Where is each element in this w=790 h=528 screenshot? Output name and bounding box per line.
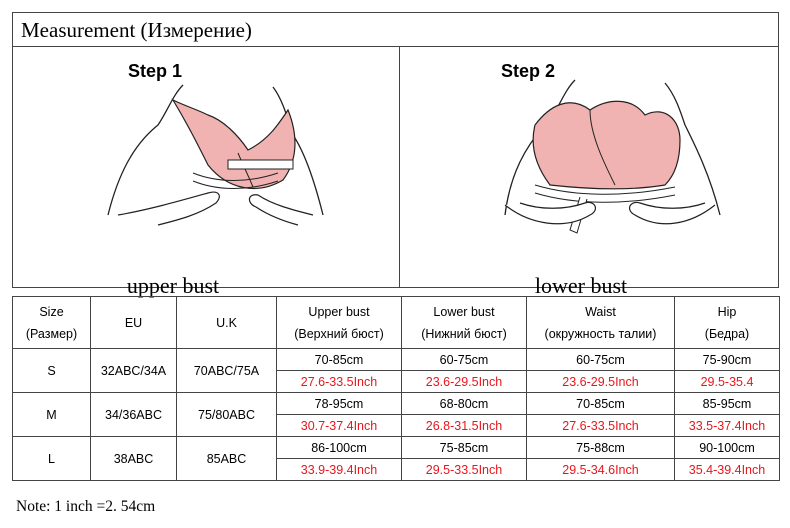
uk-cell: 75/80ABC [177,393,277,437]
header-eu: EU [91,297,177,349]
step-2-caption: lower bust [534,273,628,298]
upper-bust-inch: 33.9-39.4Inch [277,459,402,481]
size-chart-table [12,296,780,481]
header-lower-bust: Lower bust (Нижний бюст) [402,297,527,349]
upper-bust-inch: 30.7-37.4Inch [277,415,402,437]
upper-bust-inch: 27.6-33.5Inch [277,371,402,393]
hip-inch: 29.5-35.4 [675,371,780,393]
size-cell: S [13,349,91,393]
waist-inch: 27.6-33.5Inch [527,415,675,437]
hip-inch: 35.4-39.4Inch [675,459,780,481]
upper-bust-cm: 86-100cm [277,437,402,459]
lower-bust-cm: 60-75cm [402,349,527,371]
measurement-title: Measurement (Измерение) [13,13,778,47]
table-row [13,393,780,415]
eu-cell: 38ABC [91,437,177,481]
upper-bust-cm: 70-85cm [277,349,402,371]
size-cell: L [13,437,91,481]
header-waist: Waist (окружность талии) [527,297,675,349]
hip-cm: 90-100cm [675,437,780,459]
lower-bust-inch: 26.8-31.5Inch [402,415,527,437]
eu-cell: 34/36ABC [91,393,177,437]
lower-bust-inch: 23.6-29.5Inch [402,371,527,393]
header-size: Size (Размер) [13,297,91,349]
step-1-caption: upper bust [126,273,220,298]
table-row [13,437,780,459]
hip-inch: 33.5-37.4Inch [675,415,780,437]
upper-bust-illustration [98,65,348,235]
step-2-panel [400,47,778,298]
waist-inch: 29.5-34.6Inch [527,459,675,481]
lower-bust-cm: 68-80cm [402,393,527,415]
waist-inch: 23.6-29.5Inch [527,371,675,393]
upper-bust-cm: 78-95cm [277,393,402,415]
measurement-panel [12,12,779,298]
header-hip: Hip (Бедра) [675,297,780,349]
waist-cm: 70-85cm [527,393,675,415]
header-upper-bust: Upper bust (Верхний бюст) [277,297,402,349]
lower-bust-illustration [495,65,735,240]
size-cell: M [13,393,91,437]
table-header-row [13,297,780,349]
hip-cm: 85-95cm [675,393,780,415]
lower-bust-inch: 29.5-33.5Inch [402,459,527,481]
step-1-panel [13,47,400,298]
step-1-label: Step 1 [128,61,183,81]
uk-cell: 70ABC/75A [177,349,277,393]
waist-cm: 60-75cm [527,349,675,371]
uk-cell: 85ABC [177,437,277,481]
hip-cm: 75-90cm [675,349,780,371]
step-2-label: Step 2 [501,61,556,81]
table-row [13,349,780,371]
lower-bust-cm: 75-85cm [402,437,527,459]
waist-cm: 75-88cm [527,437,675,459]
eu-cell: 32ABC/34A [91,349,177,393]
header-uk: U.K [177,297,277,349]
conversion-note: Note: 1 inch =2. 54cm [16,498,156,515]
